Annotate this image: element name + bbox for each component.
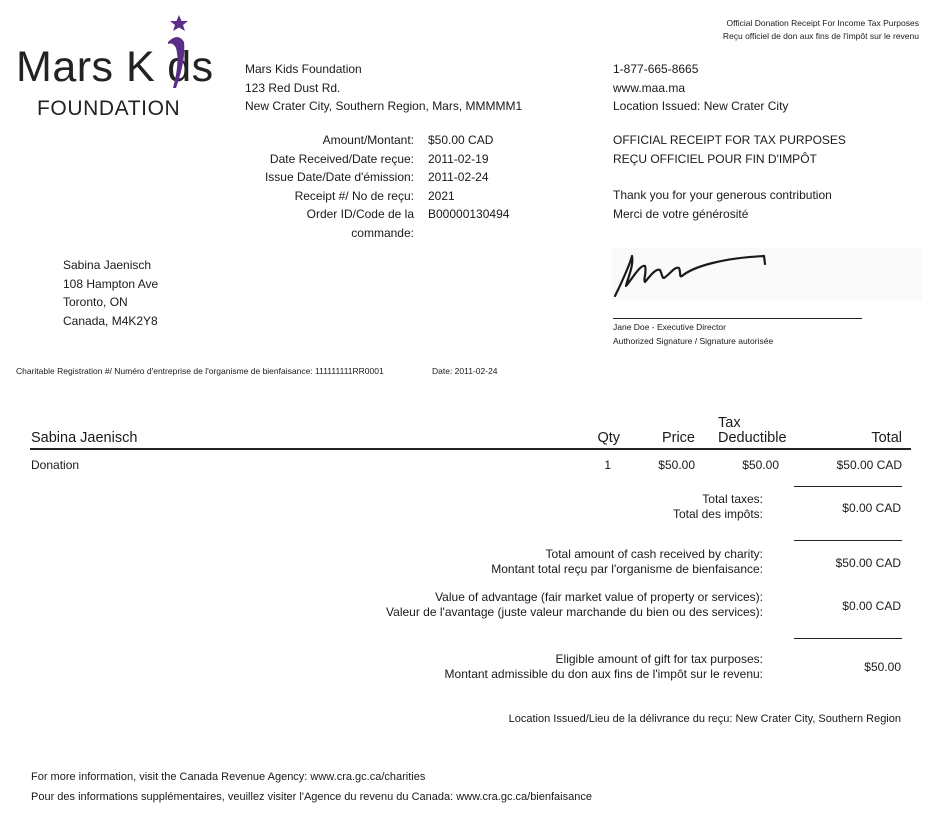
summary-label-en: Total taxes: xyxy=(702,492,763,506)
donor-name: Sabina Jaenisch xyxy=(63,258,152,272)
signatory-name: Jane Doe - Executive Director xyxy=(613,322,726,332)
summary-label-en: Eligible amount of gift for tax purposes: xyxy=(555,652,763,666)
signature-line xyxy=(613,318,862,319)
official-receipt-note xyxy=(613,131,846,168)
summary-value: $0.00 CAD xyxy=(842,599,901,613)
org-phone: 1-877-665-8665 xyxy=(613,62,699,76)
col-qty: Qty xyxy=(597,430,620,446)
detail-label: commande: xyxy=(351,225,414,240)
thanks-fr: Merci de votre générosité xyxy=(613,206,749,221)
receipt-title-en: Official Donation Receipt For Income Tax Purposes xyxy=(726,18,919,28)
detail-value: $50.00 CAD xyxy=(428,133,494,147)
summary-rule xyxy=(794,486,902,487)
receipt-details xyxy=(240,131,580,242)
thanks-en: Thank you for your generous contribution xyxy=(613,188,832,202)
col-price: Price xyxy=(661,430,695,446)
location-issued: Location Issued/Lieu de la délivrance du reçu: New Crater City, Southern Region xyxy=(508,713,901,725)
donor-city: Toronto, ON xyxy=(63,295,128,309)
row-item: Donation xyxy=(31,458,80,472)
row-price: $50.00 xyxy=(658,458,695,472)
summary-label-fr: Montant admissible du don aux fins de l'impôt sur le revenu: xyxy=(444,667,763,681)
detail-value: B00000130494 xyxy=(428,207,510,221)
table-donor-header: Sabina Jaenisch xyxy=(31,430,138,446)
detail-row xyxy=(240,150,580,169)
summary-value: $50.00 xyxy=(864,660,901,674)
org-name: Mars Kids Foundation xyxy=(245,62,362,76)
donor-address xyxy=(63,256,158,330)
donor-street: 108 Hampton Ave xyxy=(63,276,159,291)
org-street: 123 Red Dust Rd. xyxy=(245,80,341,95)
org-contact xyxy=(613,60,788,116)
detail-value: 2021 xyxy=(428,188,455,203)
row-tax: $50.00 xyxy=(742,458,779,472)
table-header-rule xyxy=(30,448,911,450)
logo xyxy=(16,14,236,124)
summary-label-fr: Total des impôts: xyxy=(672,507,763,521)
detail-label: Issue Date/Date d'émission: xyxy=(264,170,414,184)
detail-label: Amount/Montant: xyxy=(322,133,414,147)
footer-cra-en: For more information, visit the Canada Revenue Agency: www.cra.gc.ca/charities xyxy=(31,771,426,783)
logo-title: Mars K ds xyxy=(16,43,214,91)
donor-country: Canada, M4K2Y8 xyxy=(63,313,158,328)
summary-label-fr: Montant total reçu par l'organisme de bienfaisance: xyxy=(491,562,763,576)
detail-label: Receipt #/ No de reçu: xyxy=(294,188,414,203)
col-tax-line2: Deductible xyxy=(718,430,787,446)
signature-area xyxy=(612,248,922,300)
registration-date: Date: 2011-02-24 xyxy=(432,366,498,376)
signature-image xyxy=(612,248,782,300)
detail-row xyxy=(240,205,580,224)
row-qty: 1 xyxy=(604,458,611,472)
summary-value: $0.00 CAD xyxy=(842,501,901,515)
location-issued-short: Location Issued: New Crater City xyxy=(613,99,789,113)
org-address xyxy=(245,60,522,116)
summary-label-fr: Valeur de l'avantage (juste valeur marchande du bien ou des services): xyxy=(386,605,763,619)
col-tax-line1: Tax xyxy=(718,415,741,431)
table-row xyxy=(0,456,928,472)
thank-you-note xyxy=(613,186,832,223)
summary-rule xyxy=(794,638,902,639)
summary-label-en: Total amount of cash received by charity: xyxy=(545,547,763,561)
col-total: Total xyxy=(871,430,902,446)
summary-rule xyxy=(794,540,902,541)
official-en: OFFICIAL RECEIPT FOR TAX PURPOSES xyxy=(613,133,846,147)
summary-label-en: Value of advantage (fair market value of property or services): xyxy=(435,590,763,604)
row-total: $50.00 CAD xyxy=(836,458,902,472)
logo-subtitle: FOUNDATION xyxy=(37,97,181,120)
detail-row xyxy=(240,168,580,187)
detail-row xyxy=(240,224,580,243)
receipt-title-fr: Reçu officiel de don aux fins de l'impôt sur le revenu xyxy=(722,31,919,41)
detail-value: 2011-02-19 xyxy=(428,151,489,166)
footer-cra-fr: Pour des informations supplémentaires, veuillez visiter l'Agence du revenu du Canada: www.cra.gc.ca/bienfaisance xyxy=(31,791,592,803)
charitable-registration: Charitable Registration #/ Numéro d'entreprise de l'organisme de bienfaisance: 111111111RR0001 xyxy=(16,366,384,376)
star-figure-icon xyxy=(164,14,194,94)
signature-caption: Authorized Signature / Signature autorisée xyxy=(613,336,774,346)
detail-label: Order ID/Code de la xyxy=(306,207,414,221)
detail-value: 2011-02-24 xyxy=(428,170,489,184)
detail-row xyxy=(240,187,580,206)
detail-row xyxy=(240,131,580,150)
detail-label: Date Received/Date reçue: xyxy=(269,151,414,166)
org-city: New Crater City, Southern Region, Mars, MMMMM1 xyxy=(245,99,523,113)
summary-value: $50.00 CAD xyxy=(835,556,901,570)
org-website: www.maa.ma xyxy=(613,80,686,95)
official-fr: REÇU OFFICIEL POUR FIN D'IMPÔT xyxy=(613,151,817,166)
